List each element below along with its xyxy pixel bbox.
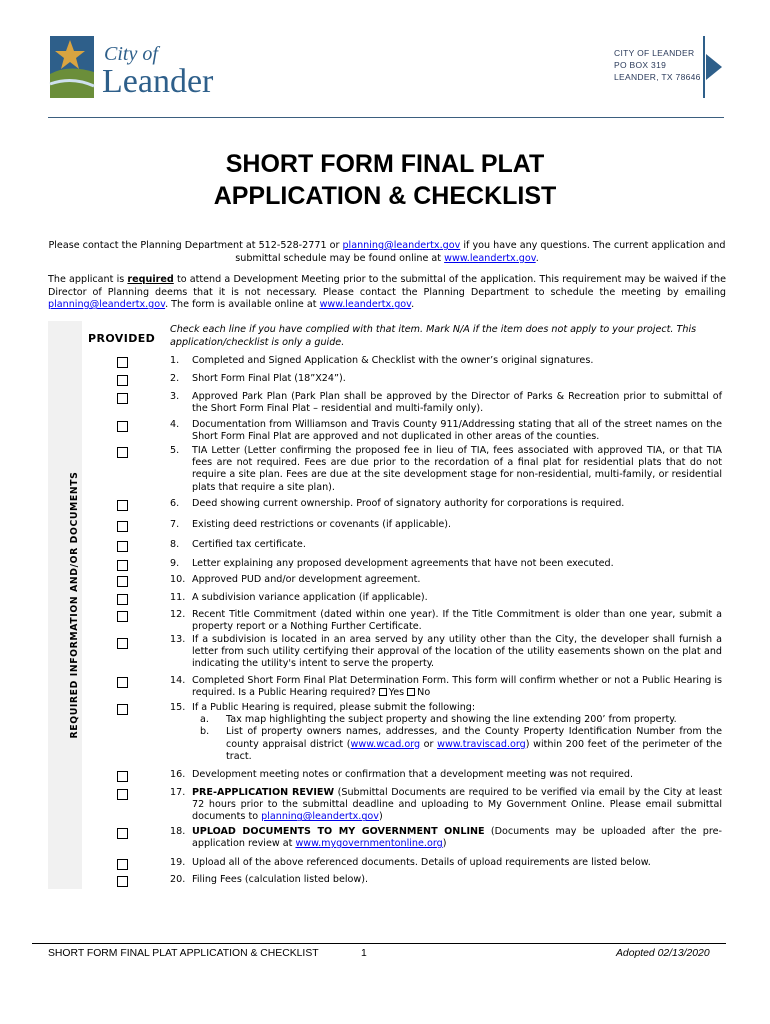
item-text: TIA Letter (Letter confirming the proposed fee in lieu of TIA, fees associated with approved TIA, or that TIA fees are not required. Fees are due prior to the recordation of a final plat for residential plats that do not require a site plan. Fees are due at the site development stage for non-residential, multi-family, or residential plats that require a site plan). <box>192 445 722 493</box>
side-label: REQUIRED INFORMATION AND/OR DOCUMENTS <box>69 471 80 739</box>
checklist-item-9 <box>170 558 722 570</box>
contact-email-link[interactable]: planning@leandertx.gov <box>342 240 461 251</box>
item-18-end: ) <box>442 838 447 850</box>
logo-emblem <box>48 34 248 104</box>
contact-text-2: if you have any questions. The current application and submittal schedule may be found online at <box>235 240 726 264</box>
item-number: 14. <box>170 675 186 686</box>
contact-website-link[interactable]: www.leandertx.gov <box>444 252 536 264</box>
item-8-checkbox[interactable] <box>117 541 128 552</box>
sub-item-label: b. <box>200 726 210 738</box>
item-18-website-link[interactable]: www.mygovernmentonline.org <box>295 838 443 850</box>
item-text <box>192 675 722 699</box>
checklist-item-18 <box>170 826 722 850</box>
checklist-item-19 <box>170 857 722 869</box>
yes-label: Yes <box>388 687 405 699</box>
item-13-checkbox[interactable] <box>117 638 128 649</box>
checklist-instructions: Check each line if you have complied with that item. Mark N/A if the item does not apply to your project. This application/checklist is only a guide. <box>170 324 697 348</box>
checklist-item-6 <box>170 498 722 510</box>
item-18-text: (Documents may be uploaded after the pre-application review at <box>192 826 722 850</box>
item-text: A subdivision variance application (if applicable). <box>192 592 428 603</box>
item-18-heading: UPLOAD DOCUMENTS TO MY GOVERNMENT ONLINE <box>192 826 485 837</box>
checklist-item-16 <box>170 769 722 781</box>
requirement-website-link[interactable]: www.leandertx.gov <box>319 299 412 310</box>
header-divider <box>48 117 724 118</box>
checklist-item-14 <box>170 675 722 699</box>
item-number: 6. <box>170 498 180 509</box>
item-number: 20. <box>170 874 186 885</box>
item-15-checkbox[interactable] <box>117 704 128 715</box>
item-14-text: Completed Short Form Final Plat Determination Form. This form will confirm whether or not a Public Hearing is required. Is a Public Hearing required? <box>192 675 722 699</box>
sub-item-text: Tax map highlighting the subject property and showing the line extending 200’ from property. <box>226 714 677 726</box>
sub-item-a <box>192 714 722 726</box>
item-7-checkbox[interactable] <box>117 521 128 532</box>
requirement-text-1: The applicant is <box>48 274 128 285</box>
checklist-item-10 <box>170 574 722 586</box>
city-address <box>614 47 701 83</box>
item-9-checkbox[interactable] <box>117 560 128 571</box>
item-17-email-link[interactable]: planning@leandertx.gov <box>261 811 379 823</box>
item-number: 18. <box>170 826 186 837</box>
address-line-3: LEANDER, TX 78646 <box>614 72 701 82</box>
item-number: 7. <box>170 519 180 530</box>
sub-item-label: a. <box>200 714 209 726</box>
item-text <box>192 826 722 850</box>
item-number: 5. <box>170 445 180 456</box>
no-checkbox[interactable] <box>407 688 415 696</box>
checklist-item-3 <box>170 391 722 415</box>
item-17-end: ) <box>378 811 383 823</box>
checklist-item-15 <box>170 702 722 763</box>
checklist-item-4 <box>170 419 722 443</box>
item-number: 9. <box>170 558 180 569</box>
checklist-item-20 <box>170 874 722 886</box>
checklist-item-11 <box>170 592 722 604</box>
checklist-item-7 <box>170 519 722 531</box>
item-16-checkbox[interactable] <box>117 771 128 782</box>
provided-header: PROVIDED <box>88 332 156 345</box>
contact-text-3: . <box>535 252 539 264</box>
item-19-checkbox[interactable] <box>117 859 128 870</box>
logo-text-city: City of <box>104 43 158 65</box>
item-text: If a subdivision is located in an area served by any utility other than the City, the developer shall furnish a letter from such utility certifying their approval of the location of the utility easements shown on the plat and indicating the utility's intent to serve the property. <box>192 634 722 670</box>
footer-title: SHORT FORM FINAL PLAT APPLICATION & CHECKLIST <box>48 948 319 959</box>
item-number: 10. <box>170 574 186 585</box>
item-number: 16. <box>170 769 186 780</box>
item-text: Certified tax certificate. <box>192 539 306 550</box>
item-number: 3. <box>170 391 180 402</box>
sub-item-end: ) within 200 feet of the perimeter of the tract. <box>226 738 722 762</box>
item-number: 11. <box>170 592 186 603</box>
traviscad-link[interactable]: www.traviscad.org <box>437 738 526 750</box>
requirement-email-link[interactable]: planning@leandertx.gov <box>48 299 166 310</box>
item-2-checkbox[interactable] <box>117 375 128 386</box>
city-logo <box>48 34 248 104</box>
checklist-item-8 <box>170 539 722 551</box>
checklist-item-2 <box>170 373 722 385</box>
item-11-checkbox[interactable] <box>117 594 128 605</box>
checklist-item-1 <box>170 355 722 367</box>
item-17-heading: PRE-APPLICATION REVIEW <box>192 787 335 798</box>
contact-text-1: Please contact the Planning Department at 512-528-2771 or <box>48 240 343 251</box>
address-line-2: PO BOX 319 <box>614 60 667 70</box>
requirement-text-2: to attend a Development Meeting prior to the submittal of the application. This requirement may be waived if the Director of Planning deems that it is not necessary. Please contact the Planning Department to schedule the meeting by emailing <box>48 274 726 298</box>
item-text: Recent Title Commitment (dated within one year). If the Title Commitment is older than one year, submit a property report or a Nothing Further Certificate. <box>192 609 722 633</box>
item-number: 2. <box>170 373 180 384</box>
item-text <box>192 787 722 824</box>
item-18-checkbox[interactable] <box>117 828 128 839</box>
logo-text-leander: Leander <box>102 63 214 100</box>
item-text: Deed showing current ownership. Proof of signatory authority for corporations is required. <box>192 498 625 509</box>
sub-item-or: or <box>420 738 438 750</box>
item-12-checkbox[interactable] <box>117 611 128 622</box>
item-20-checkbox[interactable] <box>117 876 128 887</box>
item-number: 13. <box>170 634 186 645</box>
sub-item-text: List of property owners names, addresses, and the County Property Identification Number from the county appraisal district ( <box>226 726 722 750</box>
header-arrow-icon <box>703 36 723 98</box>
item-text: Documentation from Williamson and Travis County 911/Addressing stating that all of the street names on the Short Form Final Plat are approved and not duplicated in other areas of the counties. <box>192 419 722 443</box>
item-14-checkbox[interactable] <box>117 677 128 688</box>
item-text: Letter explaining any proposed development agreements that have not been executed. <box>192 558 614 569</box>
footer-divider <box>32 943 726 944</box>
item-6-checkbox[interactable] <box>117 500 128 511</box>
item-text: If a Public Hearing is required, please submit the following: <box>192 702 476 713</box>
item-text: Approved Park Plan (Park Plan shall be approved by the Director of Parks & Recreation prior to submittal of the Short Form Final Plat – residential and multi-family only). <box>192 391 722 415</box>
page-title-line-2: APPLICATION & CHECKLIST <box>213 182 557 210</box>
item-5-checkbox[interactable] <box>117 447 128 458</box>
item-10-checkbox[interactable] <box>117 576 128 587</box>
footer-adopted-date: Adopted 02/13/2020 <box>616 948 710 959</box>
contact-paragraph <box>48 240 726 265</box>
item-text: Upload all of the above referenced documents. Details of upload requirements are listed below. <box>192 857 651 868</box>
item-text: Development meeting notes or confirmation that a development meeting was not required. <box>192 769 634 780</box>
item-number: 12. <box>170 609 186 620</box>
address-line-1: CITY OF LEANDER <box>614 48 695 58</box>
item-text: Existing deed restrictions or covenants (if applicable). <box>192 519 452 530</box>
item-text: Filing Fees (calculation listed below). <box>192 874 369 885</box>
item-1-checkbox[interactable] <box>117 357 128 368</box>
requirement-text-4: . <box>411 299 415 310</box>
wcad-link[interactable]: www.wcad.org <box>350 738 421 750</box>
requirement-text-3: . The form is available online at <box>165 299 320 310</box>
item-text: Completed and Signed Application & Checklist with the owner’s original signatures. <box>192 355 594 366</box>
checklist-item-17 <box>170 787 722 824</box>
yes-checkbox[interactable] <box>379 688 387 696</box>
side-label-cell <box>48 321 82 889</box>
requirement-paragraph <box>48 274 726 312</box>
item-number: 15. <box>170 702 186 713</box>
item-text: Approved PUD and/or development agreement. <box>192 574 421 585</box>
checklist-table <box>48 321 726 889</box>
item-17-text: (Submittal Documents are required to be verified via email by the City at least 72 hours prior to the submittal deadline and uploading to My Government Online. Please email submittal documents to <box>192 787 722 823</box>
item-17-checkbox[interactable] <box>117 789 128 800</box>
item-4-checkbox[interactable] <box>117 421 128 432</box>
checklist-item-13 <box>170 634 722 671</box>
no-label: No <box>417 687 431 699</box>
item-text: Short Form Final Plat (18”X24”). <box>192 373 346 384</box>
item-number: 19. <box>170 857 186 868</box>
item-number: 4. <box>170 419 180 430</box>
checklist-item-5 <box>170 445 722 494</box>
checklist-item-12 <box>170 609 722 633</box>
page-title-line-1: SHORT FORM FINAL PLAT <box>225 150 545 178</box>
footer-page-number: 1 <box>361 948 367 959</box>
requirement-emphasis: required <box>127 274 174 285</box>
item-number: 1. <box>170 355 180 366</box>
sub-item-b <box>192 726 722 763</box>
item-number: 8. <box>170 539 180 550</box>
item-3-checkbox[interactable] <box>117 393 128 404</box>
item-number: 17. <box>170 787 186 798</box>
